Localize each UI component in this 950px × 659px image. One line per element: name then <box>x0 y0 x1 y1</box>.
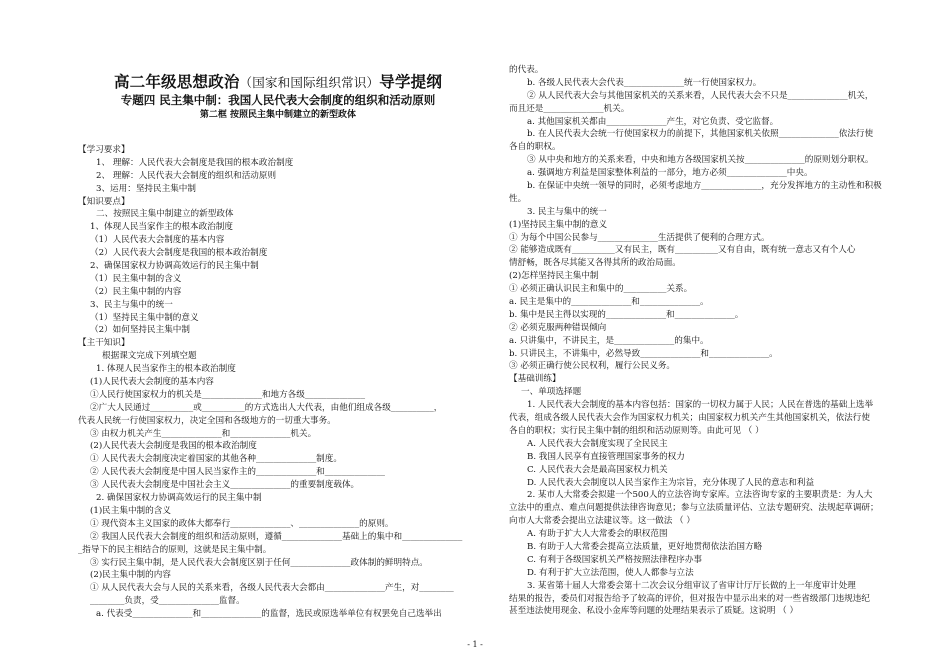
text-line: ③ 实行民主集中制，是人民代表大会制度区别于任何______________政体制的鲜明特点。 <box>90 557 428 568</box>
text-line: (1)人民代表大会制度的基本内容 <box>90 377 214 388</box>
left-column-text <box>78 144 478 621</box>
text-line: b. 只讲民主，不讲集中，必然导致______________和______________。 <box>509 348 778 359</box>
text-line: ③ 人民代表大会制度是中国社会主义______________的重要制度载体。 <box>90 480 360 491</box>
text-line: 一、单项选择题 <box>521 387 582 398</box>
document-subtitle: 专题四 民主集中制：我国人民代表大会制度的组织和活动原则 <box>120 93 436 107</box>
text-line: ①人民行使国家权力的机关是______________和地方各级______________ <box>90 389 366 400</box>
page-number: - 1 - <box>467 640 483 649</box>
text-line: C. 有利于各级国家机关严格按照法律程序办事 <box>527 554 703 565</box>
text-line: b. 各级人民代表大会代表______________统一行使国家权力。 <box>527 77 762 88</box>
text-line: 【主干知识】 <box>78 338 130 349</box>
section-heading: 第二框 按照民主集中制建立的新型政体 <box>199 110 357 120</box>
text-line: 根据课文完成下列填空题 <box>102 351 197 362</box>
text-line: 3、民主与集中的统一 <box>90 299 173 310</box>
text-line: ② 必须克服两种错误倾向 <box>509 322 607 333</box>
text-line: （1）人民代表大会制度的基本内容 <box>90 235 225 246</box>
text-line: _指导下的民主相结合的原则，这就是民主集中制。 <box>78 544 272 555</box>
text-line: b. 集中是民主得以实现的______________和______________。 <box>509 309 744 320</box>
text-line: （2）如何坚持民主集中制 <box>90 325 190 336</box>
text-line: 立法中的重点、难点问题提供法律咨询意见；参与立法质量评估、立法专题研究、法规起草调研； <box>509 503 879 514</box>
text-line: 1、体现人民当家作主的根本政治制度 <box>90 222 233 233</box>
title-tail: 导学提纲 <box>379 72 443 91</box>
text-line: ② 人民代表大会制度是中国人民当家作主的______________和______________ <box>90 467 385 478</box>
text-line: a. 其他国家机关都由______________产生，对它负责、受它监督。 <box>527 116 779 127</box>
text-line: ③ 由权力机关产生______________和______________机关。 <box>90 428 317 439</box>
text-line: 3. 某省第十届人大常委会第十二次会议分组审议了省审计厅厅长做的上一年度审计处理 <box>527 580 856 591</box>
text-line: （2）民主集中制的内容 <box>90 286 182 297</box>
text-line: ① 现代资本主义国家的政体大都奉行______________、______________的原则。 <box>90 518 394 529</box>
text-line: 3. 民主与集中的统一 <box>527 206 607 217</box>
text-line: 【学习要求】 <box>78 145 130 155</box>
text-line: 二、按照民主集中制建立的新型政体 <box>96 209 234 220</box>
text-line: 性。 <box>509 193 527 204</box>
text-line: 而且还是______________机关。 <box>509 103 630 114</box>
title-main: 高二年级思想政治 <box>113 72 240 91</box>
text-line: （1）坚持民主集中制的意义 <box>90 312 199 323</box>
text-line: 3、运用：坚持民主集中制 <box>96 183 196 194</box>
text-line: ① 从人民代表大会与人民的关系来看，各级人民代表大会都由______________产生，对________ <box>90 583 454 594</box>
text-line: ② 能够造成既有__________又有民主，既有__________又有自由，既有统一意志又有个人心 <box>509 245 856 256</box>
text-line: ②广大人民通过__________或__________的方式选出人大代表，由他们组成各级__________， <box>90 402 443 413</box>
text-line: a. 强调地方利益是国家整体利益的一部分，地方必须______________中央。 <box>527 168 813 179</box>
text-line: (1)坚持民主集中制的意义 <box>509 219 608 230</box>
text-line: B. 有助于人大常委会提高立法质量，更好地贯彻依法治国方略 <box>527 541 763 552</box>
text-line: C. 人民代表大会是最高国家权力机关 <box>527 464 668 475</box>
document-title <box>78 70 478 92</box>
text-line: 1. 人民代表大会制度的基本内容包括：国家的一切权力属于人民；人民在普选的基础上选举 <box>527 400 874 411</box>
text-line: 2. 某市人大常委会拟建一个500人的立法咨询专家库。立法咨询专家的主要职责是：为人大 <box>527 490 873 501</box>
text-line: （1）民主集中制的含义 <box>90 273 182 284</box>
text-line: ① 人民代表大会制度决定着国家的其他各种______________制度。 <box>90 454 342 465</box>
text-line: 2、 理解：人民代表大会制度的组织和活动原则 <box>96 170 277 181</box>
text-line: ② 我国人民代表大会制度的组织和活动原则，遵循______________基础上的集中和______________ <box>90 531 463 542</box>
text-line: ① 必须正确认识民主和集中的__________关系。 <box>509 284 693 295</box>
text-line: （2）人民代表大会制度是我国的根本政治制度 <box>90 248 268 259</box>
text-line: D. 人民代表大会制度以人民当家作主为宗旨，充分体现了人民的意志和利益 <box>527 477 815 488</box>
text-line: 结果的报告，委员们对报告给予了较高的评价，但对报告中显示出来的对一些省级部门违规违纪 <box>509 593 870 604</box>
text-line: A. 人民代表大会制度实现了全民民主 <box>527 438 668 449</box>
text-line: 1、 理解：人民代表大会制度是我国的根本政治制度 <box>96 157 294 168</box>
text-line: 代表人民统一行使国家权力，决定全国和各级地方的一切重大事务。 <box>78 415 336 426</box>
right-column-text <box>509 64 895 618</box>
text-line: 代表，组成各级人民代表大会作为国家权力机关；由国家权力机关产生其他国家机关，依法行使 <box>509 413 870 424</box>
text-line: b. 在保证中央统一领导的同时，必须考虑地方______________，充分发挥地方的主动性和积极 <box>527 181 882 192</box>
text-line: 【基础训练】 <box>509 374 561 385</box>
text-line: ③ 必须正确行使公民权利，履行公民义务。 <box>509 361 676 372</box>
text-line: (2)民主集中制的内容 <box>90 570 171 581</box>
text-line: a. 民主是集中的______________和______________。 <box>509 297 709 308</box>
text-line: ________负责，受______________监督。 <box>90 596 245 607</box>
text-line: 甚至违法使用现金、私设小金库等问题的处理结果表示了质疑。这说明 （ ） <box>509 606 799 617</box>
text-line: 各自的职权；实行民主集中制的组织和活动原则等。由此可见 （ ） <box>509 425 764 436</box>
text-line: (2)怎样坚持民主集中制 <box>509 271 599 282</box>
text-line: 2. 确保国家权力协调高效运行的民主集中制 <box>96 493 262 504</box>
text-line: 各自的职权。 <box>509 142 561 153</box>
text-line: 向市人大常委会提出立法建议等。这一做法 （ ） <box>509 516 695 527</box>
text-line: ① 为每个中国公民参与______________生活提供了便利的合理方式。 <box>509 232 770 243</box>
text-line: a. 代表受______________和______________的监督，选民或原选举单位有权罢免自己选举出 <box>96 609 442 620</box>
text-line: a. 只讲集中，不讲民主，是______________的集中。 <box>509 335 709 346</box>
text-line: 【知识要点】 <box>78 196 130 207</box>
text-line: 的代表。 <box>509 65 544 75</box>
title-paren: （国家和国际组织常识） <box>239 75 380 90</box>
text-line: 1. 体现人民当家作主的根本政治制度 <box>96 364 236 375</box>
text-line: (1)民主集中制的含义 <box>90 505 171 516</box>
text-line: D. 有利于扩大立法范围，使人人都参与立法 <box>527 567 694 578</box>
text-line: b. 在人民代表大会统一行使国家权力的前提下，其他国家机关依照______________依法行使 <box>527 129 874 140</box>
text-line: ② 从人民代表大会与其他国家机关的关系来看，人民代表大会不只是______________机关， <box>527 90 874 101</box>
text-line: (2)人民代表大会制度是我国的根本政治制度 <box>90 441 257 452</box>
text-line: A. 有助于扩大人大常委会的职权范围 <box>527 529 668 540</box>
text-line: ③ 从中央和地方的关系来看，中央和地方各级国家机关按______________的原则划分职权。 <box>527 155 874 166</box>
text-line: 2、确保国家权力协调高效运行的民主集中制 <box>90 261 259 272</box>
text-line: B. 我国人民享有直接管理国家事务的权力 <box>527 451 685 462</box>
text-line: 情舒畅，既各尽其能又各得其所的政治局面。 <box>509 258 681 269</box>
